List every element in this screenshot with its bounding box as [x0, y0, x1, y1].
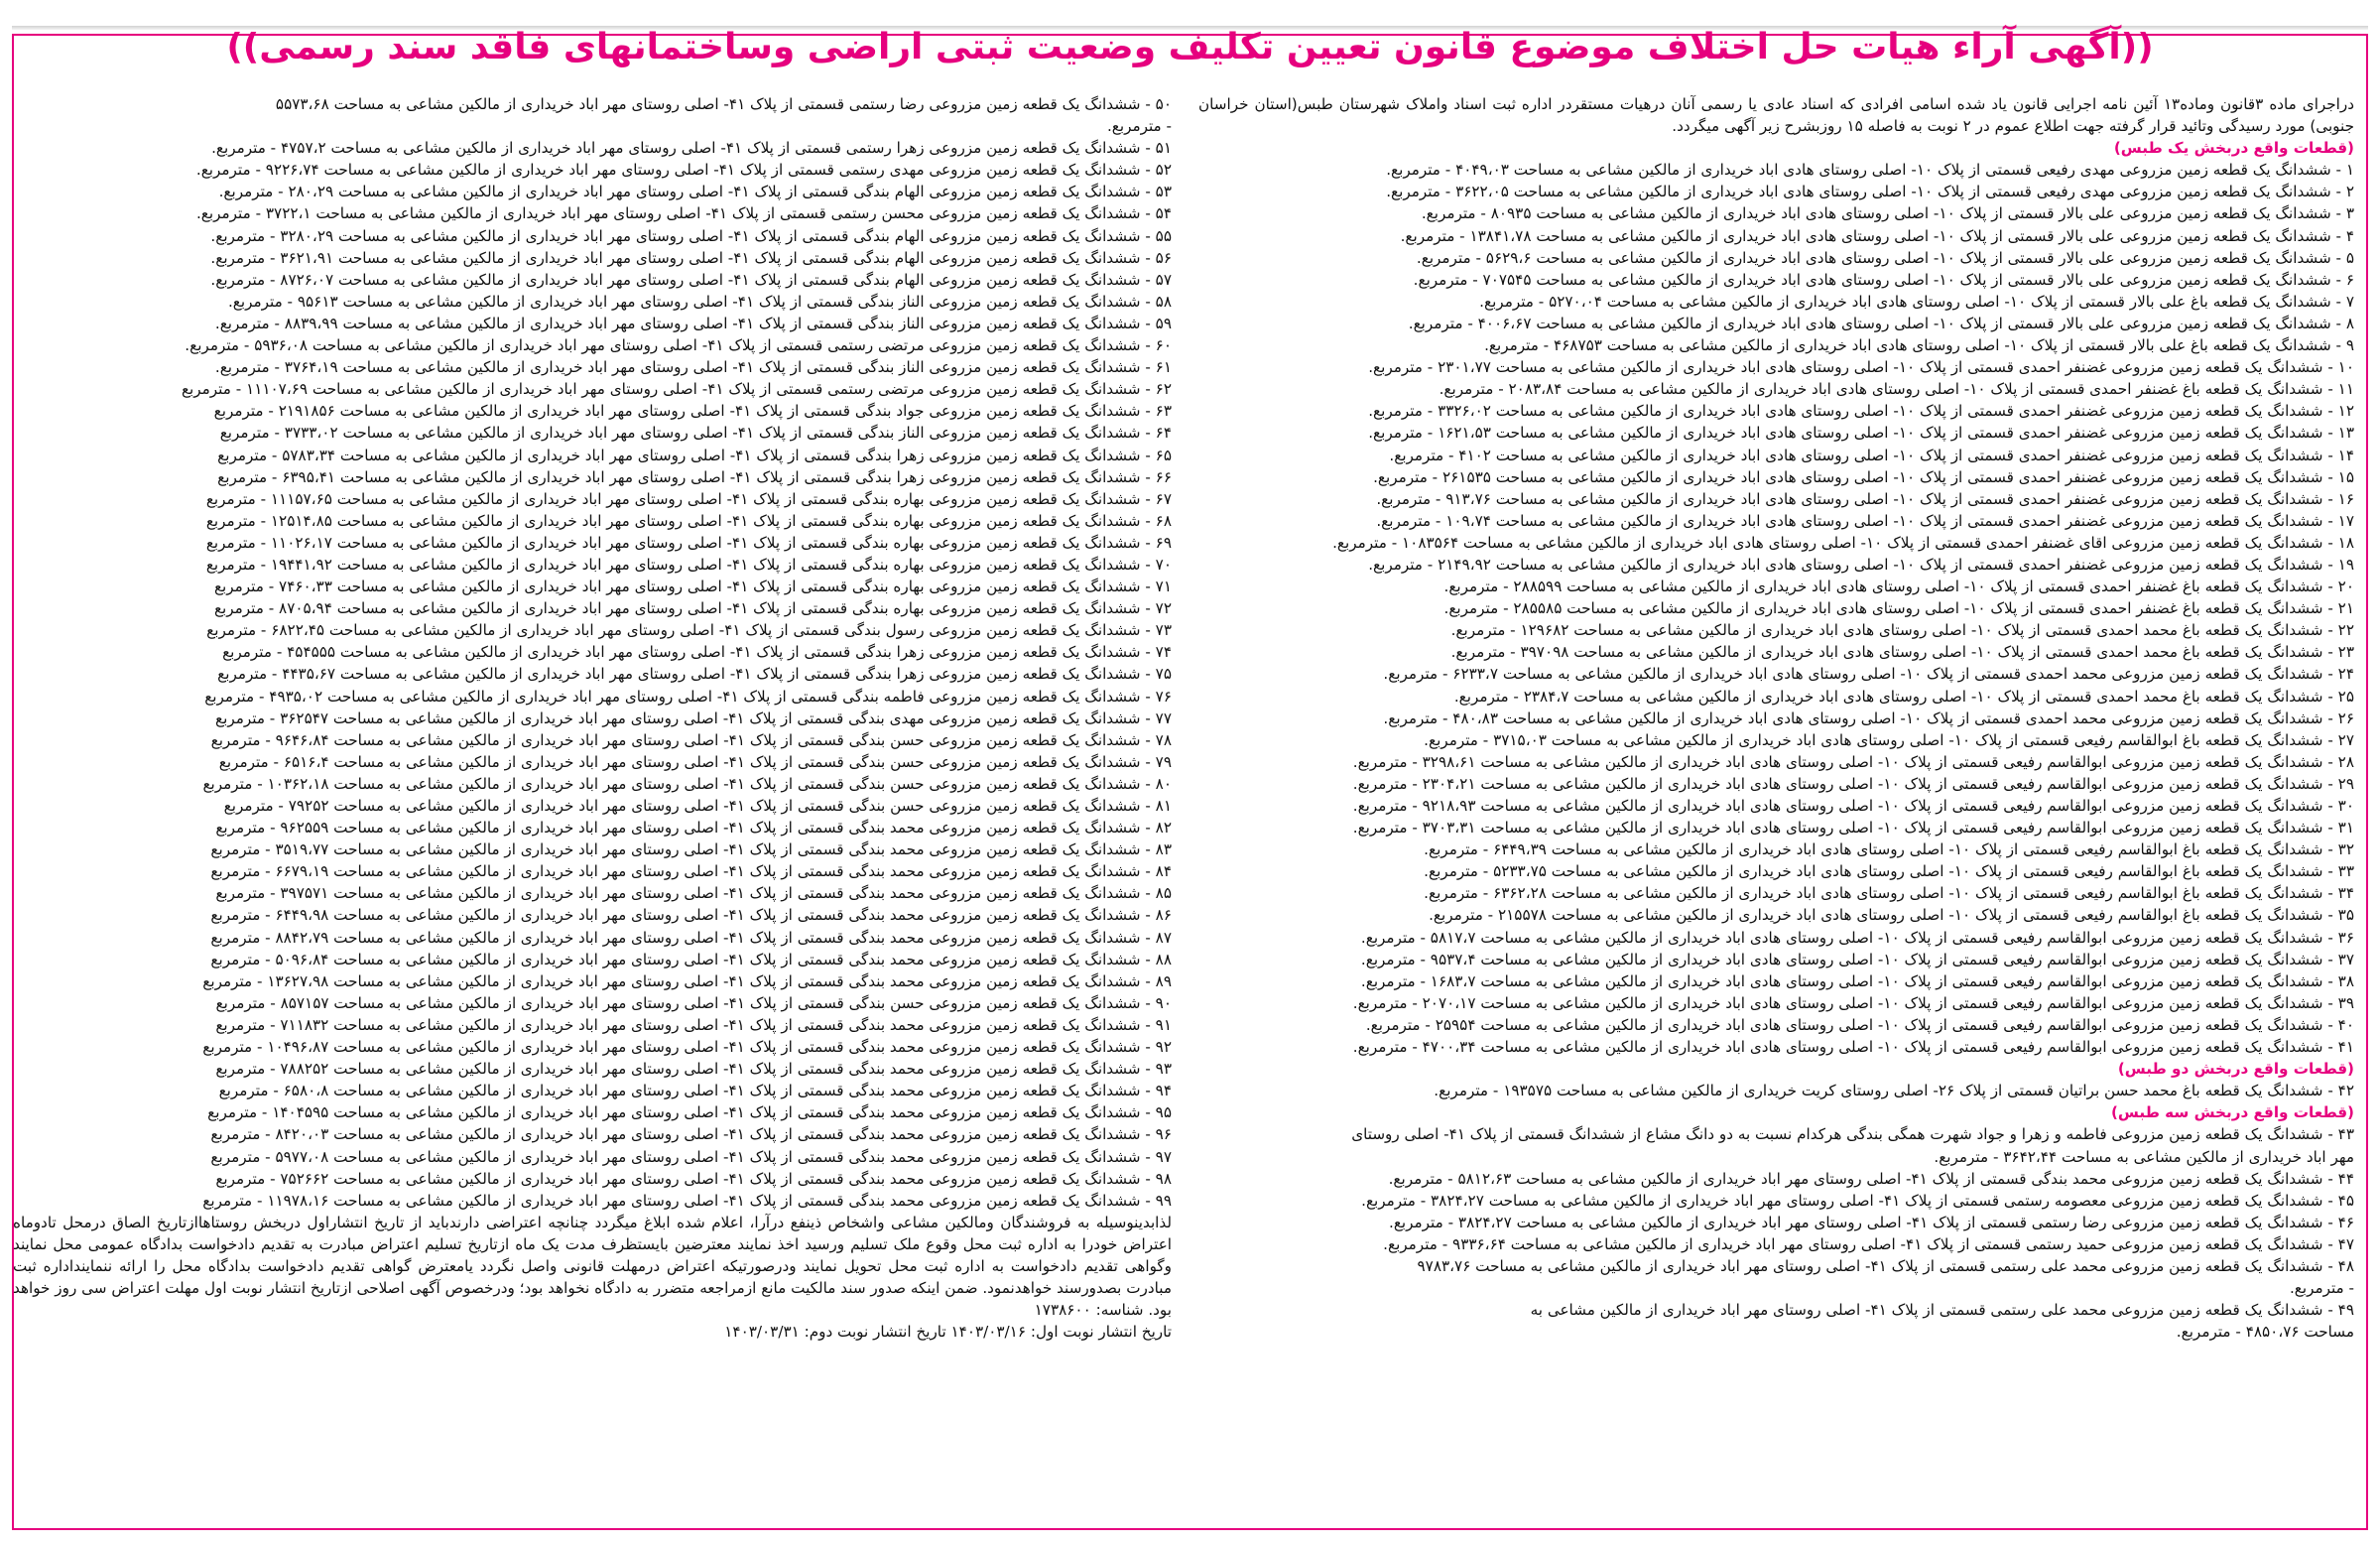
list-item: ۴۹ - ششدانگ یک قطعه زمین مزروعی محمد علی رستمی قسمتی از پلاک ۴۱- اصلی روستای مهر اباد خریداری از مالکین مشاعی به [1530, 1301, 2354, 1320]
list-item: ۵۱ - ششدانگ یک قطعه زمین مزروعی زهرا رستمی قسمتی از پلاک ۴۱- اصلی روستای مهر اباد خریداری از مالکین مشاعی به مساحت ۴۷۵۷،۲ - مترمربع. [211, 139, 1172, 158]
list-item: ۲۶ - ششدانگ یک قطعه زمین مزروعی محمد احمدی قسمتی از پلاک ۱۰- اصلی روستای هادی اباد خریداری از مالکین مشاعی به مساحت ۴۸۰،۸۳ - مترمربع. [1383, 709, 2354, 727]
list-item: ۸۰ - ششدانگ یک قطعه زمین مزروعی حسن بندگی قسمتی از پلاک ۴۱- اصلی روستای مهر اباد خریداری از مالکین مشاعی به مساحت ۱۰۳۶۲،۱۸ - مترمربع [202, 774, 1172, 793]
list-item: ۶۰ - ششدانگ یک قطعه زمین مزروعی مرتضی رستمی قسمتی از پلاک ۴۱- اصلی روستای مهر اباد خریداری از مالکین مشاعی به مساحت ۵۹۳۶،۰۸ - مترمربع. [185, 336, 1172, 355]
list-item: ۷۰ - ششدانگ یک قطعه زمین مزروعی بهاره بندگی قسمتی از پلاک ۴۱- اصلی روستای مهر اباد خریداری از مالکین مشاعی به مساحت ۱۹۴۴۱،۹۲ - مترمربع [205, 555, 1172, 574]
list-item: ۹۷ - ششدانگ یک قطعه زمین مزروعی محمد بندگی قسمتی از پلاک ۴۱- اصلی روستای مهر اباد خریداری از مالکین مشاعی به مساحت ۵۹۷۷،۰۸ - مترمربع [210, 1147, 1172, 1166]
list-item: ۴۷ - ششدانگ یک قطعه زمین مزروعی حمید رستمی قسمتی از پلاک ۴۱- اصلی روستای مهر اباد خریداری از مالکین مشاعی به مساحت ۹۳۳۶،۶۴ - مترمربع. [1383, 1234, 2354, 1253]
list-item: ۵ - ششدانگ یک قطعه زمین مزروعی علی بالار قسمتی از پلاک ۱۰- اصلی روستای هادی اباد خریداری از مالکین مشاعی به مساحت ۵۶۲۹،۶ - مترمربع. [1416, 248, 2354, 267]
list-item: ۳۰ - ششدانگ یک قطعه زمین مزروعی ابوالقاسم رفیعی قسمتی از پلاک ۱۰- اصلی روستای هادی اباد خریداری از مالکین مشاعی به مساحت ۹۲۱۸،۹۳ - مترمربع. [1352, 797, 2354, 815]
list-item: ۱۱ - ششدانگ یک قطعه باغ غضنفر احمدی قسمتی از پلاک ۱۰- اصلی روستای هادی اباد خریداری از مالکین مشاعی به مساحت ۲۰۸۳،۸۴ - مترمربع. [1439, 380, 2354, 399]
list-item: ۸۵ - ششدانگ یک قطعه زمین مزروعی محمد بندگی قسمتی از پلاک ۴۱- اصلی روستای مهر اباد خریداری از مالکین مشاعی به مساحت ۳۹۷۵۷۱ - مترمربع [215, 884, 1172, 903]
list-item: ۷۶ - ششدانگ یک قطعه زمین مزروعی فاطمه بندگی قسمتی از پلاک ۴۱- اصلی روستای مهر اباد خریداری از مالکین مشاعی به مساحت ۴۹۳۵،۰۲ - مترمربع [204, 687, 1172, 706]
list-item: ۷۸ - ششدانگ یک قطعه زمین مزروعی حسن بندگی قسمتی از پلاک ۴۱- اصلی روستای مهر اباد خریداری از مالکین مشاعی به مساحت ۹۶۴۶،۸۴ - مترمربع [210, 730, 1172, 749]
left-items-list [13, 93, 1172, 1212]
section-heading: (قطعات واقع دربخش دو طبس) [2117, 1060, 2354, 1079]
list-item: ۳ - ششدانگ یک قطعه زمین مزروعی علی بالار قسمتی از پلاک ۱۰- اصلی روستای هادی اباد خریداری از مالکین مشاعی به مساحت ۸۰۹۳۵ - مترمربع. [1421, 204, 2354, 223]
list-item: ۴۴ - ششدانگ یک قطعه زمین مزروعی محمد بندگی قسمتی از پلاک ۴۱- اصلی روستای مهر اباد خریداری از مالکین مشاعی به مساحت ۵۸۱۲،۶۳ - مترمربع. [1388, 1169, 2354, 1188]
list-item: ۳۵ - ششدانگ یک قطعه باغ ابوالقاسم رفیعی قسمتی از پلاک ۱۰- اصلی روستای هادی اباد خریداری از مالکین مشاعی به مساحت ۲۱۵۵۷۸ - مترمربع. [1429, 906, 2354, 925]
list-item: ۸۹ - ششدانگ یک قطعه زمین مزروعی محمد بندگی قسمتی از پلاک ۴۱- اصلی روستای مهر اباد خریداری از مالکین مشاعی به مساحت ۱۳۶۲۷،۹۸ - مترمربع [202, 971, 1172, 990]
list-item: ۶۵ - ششدانگ یک قطعه زمین مزروعی زهرا بندگی قسمتی از پلاک ۴۱- اصلی روستای مهر اباد خریداری از مالکین مشاعی به مساحت ۵۷۸۳،۳۴ - مترمربع [217, 446, 1172, 464]
list-item: ۱۶ - ششدانگ یک قطعه زمین مزروعی غضنفر احمدی قسمتی از پلاک ۱۰- اصلی روستای هادی اباد خریداری از مالکین مشاعی به مساحت ۹۱۳،۷۶ - مترمربع. [1376, 489, 2354, 508]
list-item: ۲۰ - ششدانگ یک قطعه باغ غضنفر احمدی قسمتی از پلاک ۱۰- اصلی روستای هادی اباد خریداری از مالکین مشاعی به مساحت ۲۸۸۵۹۹ - مترمربع. [1443, 578, 2354, 596]
list-item: ۲۴ - ششدانگ یک قطعه زمین مزروعی محمد احمدی قسمتی از پلاک ۱۰- اصلی روستای هادی اباد خریداری از مالکین مشاعی به مساحت ۶۲۳۳،۷ - مترمربع. [1383, 665, 2354, 684]
list-item: ۷۹ - ششدانگ یک قطعه زمین مزروعی حسن بندگی قسمتی از پلاک ۴۱- اصلی روستای مهر اباد خریداری از مالکین مشاعی به مساحت ۶۵۱۶،۴ - مترمربع [218, 752, 1172, 771]
list-item: ۶۴ - ششدانگ یک قطعه زمین مزروعی الناز بندگی قسمتی از پلاک ۴۱- اصلی روستای مهر اباد خریداری از مالکین مشاعی به مساحت ۳۷۳۳،۰۲ - مترمربع [219, 424, 1172, 443]
list-item: ۸ - ششدانگ یک قطعه زمین مزروعی علی بالار قسمتی از پلاک ۱۰- اصلی روستای هادی اباد خریداری از مالکین مشاعی به مساحت ۴۰۰۶،۶۷ - مترمربع. [1408, 314, 2354, 332]
list-item: ۴۶ - ششدانگ یک قطعه زمین مزروعی رضا رستمی قسمتی از پلاک ۴۱- اصلی روستای مهر اباد خریداری از مالکین مشاعی به مساحت ۳۸۲۴،۲۷ - مترمربع. [1389, 1213, 2354, 1231]
list-item: ۱۵ - ششدانگ یک قطعه زمین مزروعی غضنفر احمدی قسمتی از پلاک ۱۰- اصلی روستای هادی اباد خریداری از مالکین مشاعی به مساحت ۲۶۱۵۳۵ - مترمربع. [1373, 467, 2354, 486]
list-item: ۵۴ - ششدانگ یک قطعه زمین مزروعی محسن رستمی قسمتی از پلاک ۴۱- اصلی روستای مهر اباد خریداری از مالکین مشاعی به مساحت ۳۷۲۲،۱ - مترمربع. [195, 204, 1172, 223]
publication-dates: تاریخ انتشار نوبت اول: ۱۴۰۳/۰۳/۱۶ تاریخ انتشار نوبت دوم: ۱۴۰۳/۰۳/۳۱ [724, 1322, 1172, 1341]
section-heading: (قطعات واقع دربخش یک طبس) [2113, 139, 2354, 158]
list-item: ۵۲ - ششدانگ یک قطعه زمین مزروعی مهدی رستمی قسمتی از پلاک ۴۱- اصلی روستای مهر اباد خریداری از مالکین مشاعی به مساحت ۹۲۲۶،۷۴ - مترمربع. [195, 161, 1172, 180]
list-item: ۶۱ - ششدانگ یک قطعه زمین مزروعی الناز بندگی قسمتی از پلاک ۴۱- اصلی روستای مهر اباد خریداری از مالکین مشاعی به مساحت ۳۷۶۴،۱۹ - مترمربع. [214, 358, 1172, 377]
list-item: ۲۱ - ششدانگ یک قطعه باغ غضنفر احمدی قسمتی از پلاک ۱۰- اصلی روستای هادی اباد خریداری از مالکین مشاعی به مساحت ۲۸۵۵۸۵ - مترمربع. [1443, 599, 2354, 618]
list-item: ۸۸ - ششدانگ یک قطعه زمین مزروعی محمد بندگی قسمتی از پلاک ۴۱- اصلی روستای مهر اباد خریداری از مالکین مشاعی به مساحت ۵۰۹۶،۸۴ - مترمربع [210, 950, 1172, 968]
list-item: ۲۳ - ششدانگ یک قطعه باغ محمد احمدی قسمتی از پلاک ۱۰- اصلی روستای هادی اباد خریداری از مالکین مشاعی به مساحت ۳۹۷۰۹۸ - مترمربع. [1450, 643, 2354, 662]
list-item: ۴۰ - ششدانگ یک قطعه زمین مزروعی ابوالقاسم رفیعی قسمتی از پلاک ۱۰- اصلی روستای هادی اباد خریداری از مالکین مشاعی به مساحت ۲۵۹۵۴ - مترمربع. [1365, 1015, 2354, 1034]
list-item: ۲۲ - ششدانگ یک قطعه باغ محمد احمدی قسمتی از پلاک ۱۰- اصلی روستای هادی اباد خریداری از مالکین مشاعی به مساحت ۱۲۹۶۸۲ - مترمربع. [1450, 621, 2354, 640]
list-item: ۸۲ - ششدانگ یک قطعه زمین مزروعی محمد بندگی قسمتی از پلاک ۴۱- اصلی روستای مهر اباد خریداری از مالکین مشاعی به مساحت ۹۶۲۵۵۹ - مترمربع [215, 819, 1172, 837]
list-item: ۷۲ - ششدانگ یک قطعه زمین مزروعی بهاره بندگی قسمتی از پلاک ۴۱- اصلی روستای مهر اباد خریداری از مالکین مشاعی به مساحت ۸۷۰۵،۹۴ - مترمربع [213, 599, 1172, 618]
list-item: ۹۳ - ششدانگ یک قطعه زمین مزروعی محمد بندگی قسمتی از پلاک ۴۱- اصلی روستای مهر اباد خریداری از مالکین مشاعی به مساحت ۷۸۸۲۵۲ - مترمربع [215, 1060, 1172, 1079]
list-item: ۶ - ششدانگ یک قطعه زمین مزروعی علی بالار قسمتی از پلاک ۱۰- اصلی روستای هادی اباد خریداری از مالکین مشاعی به مساحت ۷۰۷۵۴۵ - مترمربع. [1413, 270, 2354, 289]
list-item: ۳۶ - ششدانگ یک قطعه زمین مزروعی ابوالقاسم رفیعی قسمتی از پلاک ۱۰- اصلی روستای هادی اباد خریداری از مالکین مشاعی به مساحت ۵۸۱۷،۷ - مترمربع. [1360, 928, 2354, 947]
list-item: ۸۴ - ششدانگ یک قطعه زمین مزروعی محمد بندگی قسمتی از پلاک ۴۱- اصلی روستای مهر اباد خریداری از مالکین مشاعی به مساحت ۶۶۷۹،۱۹ - مترمربع [210, 862, 1172, 881]
list-item: ۹۲ - ششدانگ یک قطعه زمین مزروعی محمد بندگی قسمتی از پلاک ۴۱- اصلی روستای مهر اباد خریداری از مالکین مشاعی به مساحت ۱۰۴۹۶،۸۷ - مترمربع [202, 1038, 1172, 1057]
list-item: ۸۷ - ششدانگ یک قطعه زمین مزروعی محمد بندگی قسمتی از پلاک ۴۱- اصلی روستای مهر اباد خریداری از مالکین مشاعی به مساحت ۸۸۴۲،۷۹ - مترمربع [210, 928, 1172, 947]
list-item: ۱۳ - ششدانگ یک قطعه زمین مزروعی غضنفر احمدی قسمتی از پلاک ۱۰- اصلی روستای هادی اباد خریداری از مالکین مشاعی به مساحت ۱۶۲۱،۵۳ - مترمربع. [1368, 424, 2354, 443]
list-item: ۹۶ - ششدانگ یک قطعه زمین مزروعی محمد بندگی قسمتی از پلاک ۴۱- اصلی روستای مهر اباد خریداری از مالکین مشاعی به مساحت ۸۴۲۰،۰۳ - مترمربع [210, 1125, 1172, 1144]
list-item: ۳۹ - ششدانگ یک قطعه زمین مزروعی ابوالقاسم رفیعی قسمتی از پلاک ۱۰- اصلی روستای هادی اباد خریداری از مالکین مشاعی به مساحت ۲۰۷۰،۱۷ - مترمربع. [1352, 993, 2354, 1012]
left-column [13, 93, 1172, 1343]
list-item: ۱۰ - ششدانگ یک قطعه زمین مزروعی غضنفر احمدی قسمتی از پلاک ۱۰- اصلی روستای هادی اباد خریداری از مالکین مشاعی به مساحت ۲۳۰۱،۷۷ - مترمربع. [1368, 358, 2354, 377]
list-item: ۲۵ - ششدانگ یک قطعه باغ محمد احمدی قسمتی از پلاک ۱۰- اصلی روستای هادی اباد خریداری از مالکین مشاعی به مساحت ۲۳۸۴،۷ - مترمربع. [1453, 687, 2354, 706]
list-item: ۴۲ - ششدانگ یک قطعه باغ محمد حسن براتیان قسمتی از پلاک ۲۶- اصلی روستای کریت خریداری از مالکین مشاعی به مساحت ۱۹۳۵۷۵ - مترمربع. [1434, 1082, 2354, 1100]
list-item: ۱۴ - ششدانگ یک قطعه زمین مزروعی غضنفر احمدی قسمتی از پلاک ۱۰- اصلی روستای هادی اباد خریداری از مالکین مشاعی به مساحت ۴۱۰۲ - مترمربع. [1389, 446, 2354, 464]
list-item: ۹۹ - ششدانگ یک قطعه زمین مزروعی محمد بندگی قسمتی از پلاک ۴۱- اصلی روستای مهر اباد خریداری از مالکین مشاعی به مساحت ۱۱۹۷۸،۱۶ - مترمربع [202, 1191, 1172, 1210]
list-item: ۶۸ - ششدانگ یک قطعه زمین مزروعی بهاره بندگی قسمتی از پلاک ۴۱- اصلی روستای مهر اباد خریداری از مالکین مشاعی به مساحت ۱۲۵۱۴،۸۵ - مترمربع [205, 511, 1172, 530]
list-item: مهر اباد خریداری از مالکین مشاعی به مساحت ۳۶۴۲،۴۴ - مترمربع. [1934, 1147, 2354, 1166]
list-item: ۲۸ - ششدانگ یک قطعه زمین مزروعی ابوالقاسم رفیعی قسمتی از پلاک ۱۰- اصلی روستای هادی اباد خریداری از مالکین مشاعی به مساحت ۳۲۹۸،۶۱ - مترمربع. [1352, 752, 2354, 771]
list-item: ۴۵ - ششدانگ یک قطعه زمین مزروعی معصومه رستمی قسمتی از پلاک ۴۱- اصلی روستای مهر اباد خریداری از مالکین مشاعی به مساحت ۳۸۲۴،۲۷ - مترمربع. [1361, 1191, 2354, 1210]
sections-list [1198, 137, 2354, 1343]
list-item: ۹۴ - ششدانگ یک قطعه زمین مزروعی محمد بندگی قسمتی از پلاک ۴۱- اصلی روستای مهر اباد خریداری از مالکین مشاعی به مساحت ۶۵۸۰،۸ - مترمربع [218, 1082, 1172, 1100]
list-item: - مترمربع. [1106, 117, 1172, 136]
right-column [1198, 93, 2354, 1343]
notice-title: ((آگهی آراء هیات حل اختلاف موضوع قانون تعیین تکلیف وضعیت ثبتی اراضی وساختمانهای فاقد سند رسمی)) [226, 27, 2154, 67]
list-item: ۴۳ - ششدانگ یک قطعه زمین مزروعی فاطمه و زهرا و جواد شهرت همگی بندگی هرکدام نسبت به دو دانگ مشاع از ششدانگ قسمتی از پلاک ۴۱- اصلی روستای [1351, 1125, 2354, 1144]
list-item: ۷ - ششدانگ یک قطعه باغ علی بالار قسمتی از پلاک ۱۰- اصلی روستای هادی اباد خریداری از مالکین مشاعی به مساحت ۵۲۷۰،۰۴ - مترمربع. [1479, 292, 2354, 311]
list-item: ۳۱ - ششدانگ یک قطعه زمین مزروعی ابوالقاسم رفیعی قسمتی از پلاک ۱۰- اصلی روستای هادی اباد خریداری از مالکین مشاعی به مساحت ۳۷۰۳،۳۱ - مترمربع. [1352, 819, 2354, 837]
list-item: ۸۶ - ششدانگ یک قطعه زمین مزروعی محمد بندگی قسمتی از پلاک ۴۱- اصلی روستای مهر اباد خریداری از مالکین مشاعی به مساحت ۶۴۴۹،۹۸ - مترمربع [210, 906, 1172, 925]
list-item: ۷۳ - ششدانگ یک قطعه زمین مزروعی رسول بندگی قسمتی از پلاک ۴۱- اصلی روستای مهر اباد خریداری از مالکین مشاعی به مساحت ۶۸۲۲،۴۵ - مترمربع [206, 621, 1172, 640]
list-item: ۹۸ - ششدانگ یک قطعه زمین مزروعی محمد بندگی قسمتی از پلاک ۴۱- اصلی روستای مهر اباد خریداری از مالکین مشاعی به مساحت ۷۵۲۶۶۲ - مترمربع [215, 1169, 1172, 1188]
list-item: ۱۷ - ششدانگ یک قطعه زمین مزروعی غضنفر احمدی قسمتی از پلاک ۱۰- اصلی روستای هادی اباد خریداری از مالکین مشاعی به مساحت ۱۰۹،۷۴ - مترمربع. [1376, 511, 2354, 530]
list-item: مساحت ۴۸۵۰،۷۶ - مترمربع. [2176, 1323, 2354, 1342]
list-item: ۵۵ - ششدانگ یک قطعه زمین مزروعی الهام بندگی قسمتی از پلاک ۴۱- اصلی روستای مهر اباد خریداری از مالکین مشاعی به مساحت ۳۲۸۰،۲۹ - مترمربع. [210, 226, 1172, 245]
list-item: ۳۷ - ششدانگ یک قطعه زمین مزروعی ابوالقاسم رفیعی قسمتی از پلاک ۱۰- اصلی روستای هادی اباد خریداری از مالکین مشاعی به مساحت ۹۵۳۷،۴ - مترمربع. [1360, 950, 2354, 968]
list-item: ۱۹ - ششدانگ یک قطعه زمین مزروعی غضنفر احمدی قسمتی از پلاک ۱۰- اصلی روستای هادی اباد خریداری از مالکین مشاعی به مساحت ۲۱۴۹،۹۲ - مترمربع. [1368, 555, 2354, 574]
list-item: ۶۲ - ششدانگ یک قطعه زمین مزروعی مرتضی رستمی قسمتی از پلاک ۴۱- اصلی روستای مهر اباد خریداری از مالکین مشاعی به مساحت ۱۱۱۰۷،۶۹ - مترمربع [181, 380, 1172, 399]
list-item: ۴۸ - ششدانگ یک قطعه زمین مزروعی محمد علی رستمی قسمتی از پلاک ۴۱- اصلی روستای مهر اباد خریداری از مالکین مشاعی به مساحت ۹۷۸۳،۷۶ [1417, 1256, 2354, 1275]
list-item: ۴ - ششدانگ یک قطعه زمین مزروعی علی بالار قسمتی از پلاک ۱۰- اصلی روستای هادی اباد خریداری از مالکین مشاعی به مساحت ۱۳۸۴۱،۷۸ - مترمربع. [1400, 226, 2354, 245]
list-item: ۳۳ - ششدانگ یک قطعه باغ ابوالقاسم رفیعی قسمتی از پلاک ۱۰- اصلی روستای هادی اباد خریداری از مالکین مشاعی به مساحت ۵۲۳۳،۷۵ - مترمربع. [1424, 862, 2354, 881]
list-item: ۵۶ - ششدانگ یک قطعه زمین مزروعی الهام بندگی قسمتی از پلاک ۴۱- اصلی روستای مهر اباد خریداری از مالکین مشاعی به مساحت ۳۶۲۱،۹۱ - مترمربع. [210, 248, 1172, 267]
list-item: ۲۹ - ششدانگ یک قطعه زمین مزروعی ابوالقاسم رفیعی قسمتی از پلاک ۱۰- اصلی روستای هادی اباد خریداری از مالکین مشاعی به مساحت ۲۳۰۴،۲۱ - مترمربع. [1352, 774, 2354, 793]
list-item: ۶۳ - ششدانگ یک قطعه زمین مزروعی جواد بندگی قسمتی از پلاک ۴۱- اصلی روستای مهر اباد خریداری از مالکین مشاعی به مساحت ۲۱۹۱۸۵۶ - مترمربع [213, 402, 1172, 421]
list-item: ۵۸ - ششدانگ یک قطعه زمین مزروعی الناز بندگی قسمتی از پلاک ۴۱- اصلی روستای مهر اباد خریداری از مالکین مشاعی به مساحت ۹۵۶۱۳ - مترمربع. [227, 292, 1172, 311]
list-item: ۷۷ - ششدانگ یک قطعه زمین مزروعی مهدی بندگی قسمتی از پلاک ۴۱- اصلی روستای مهر اباد خریداری از مالکین مشاعی به مساحت ۳۶۲۵۴۷ - مترمربع [215, 709, 1172, 727]
list-item: - مترمربع. [2289, 1279, 2354, 1298]
list-item: ۱۸ - ششدانگ یک قطعه زمین مزروعی اقای غضنفر احمدی قسمتی از پلاک ۱۰- اصلی روستای هادی اباد خریداری از مالکین مشاعی به مساحت ۱۰۸۳۵۶۴ - مترمربع. [1332, 533, 2354, 552]
list-item: ۷۵ - ششدانگ یک قطعه زمین مزروعی زهرا بندگی قسمتی از پلاک ۴۱- اصلی روستای مهر اباد خریداری از مالکین مشاعی به مساحت ۴۴۳۵،۶۷ - مترمربع [217, 665, 1172, 684]
list-item: ۵۷ - ششدانگ یک قطعه زمین مزروعی الهام بندگی قسمتی از پلاک ۴۱- اصلی روستای مهر اباد خریداری از مالکین مشاعی به مساحت ۸۷۲۶،۰۷ - مترمربع. [210, 270, 1172, 289]
closing-paragraph: لذابدینوسیله به فروشندگان ومالکین مشاعی واشخاص ذینفع درآرا، اعلام شده ابلاغ میگردد چنانچه اعتراضی دارندباید از تاریخ انتشاراول دربخش روستاهاازتاریخ الصاق درمحل تادوماه اعتراض خودرا به اداره ثبت محل وقوع ملک تسلیم ورسید اخذ نمایند معترضین بایستظرف مدت یک ماه ازتاریخ تسلیم اعتراض مبادرت به تقدیم دادخواست بدادگاه عمومی محل نمایند وگواهی تقدیم دادخواست به اداره ثبت محل تحویل نمایند ودرصورتیکه اعتراض درمهلت قانونی واصل نگردد یامعترض گواهی تقدیم دادخواست بدادگاه محل را ارائه ننماینداداره ثبت مبادرت بصدورسند خواهدنمود. ضمن اینکه صدور سند مالکیت مانع ازمراجعه متضرر به دادگاه نخواهد بود؛ ودرخصوص آگهی اصلاحی ازتاریخ انتشار نوبت اول مهلت اعتراض سی روز خواهد بود. شناسه: ۱۷۳۸۶۰۰ [13, 1213, 1172, 1319]
list-item: ۳۴ - ششدانگ یک قطعه باغ ابوالقاسم رفیعی قسمتی از پلاک ۱۰- اصلی روستای هادی اباد خریداری از مالکین مشاعی به مساحت ۶۳۶۲،۲۸ - مترمربع. [1424, 884, 2354, 903]
intro-paragraph: دراجرای ماده ۳قانون وماده۱۳ آئین نامه اجرایی قانون یاد شده اسامی افرادی که اسناد عادی یا رسمی آنان درهیات مستقردر اداره ثبت اسناد واملاک شهرستان طبس(استان خراسان جنوبی) مورد رسیدگی وتائید قرار گرفته جهت اطلاع عموم در ۲ نوبت به فاصله ۱۵ روزبشرح زیر آگهی میگردد. [1198, 95, 2354, 136]
list-item: ۵۳ - ششدانگ یک قطعه زمین مزروعی الهام بندگی قسمتی از پلاک ۴۱- اصلی روستای مهر اباد خریداری از مالکین مشاعی به مساحت ۲۸۰،۲۹ - مترمربع. [218, 183, 1172, 201]
list-item: ۹۱ - ششدانگ یک قطعه زمین مزروعی محمد بندگی قسمتی از پلاک ۴۱- اصلی روستای مهر اباد خریداری از مالکین مشاعی به مساحت ۷۱۱۸۳۲ - مترمربع [215, 1015, 1172, 1034]
list-item: ۳۸ - ششدانگ یک قطعه زمین مزروعی ابوالقاسم رفیعی قسمتی از پلاک ۱۰- اصلی روستای هادی اباد خریداری از مالکین مشاعی به مساحت ۱۶۸۳،۷ - مترمربع. [1360, 971, 2354, 990]
list-item: ۵۹ - ششدانگ یک قطعه زمین مزروعی الناز بندگی قسمتی از پلاک ۴۱- اصلی روستای مهر اباد خریداری از مالکین مشاعی به مساحت ۸۸۳۹،۹۹ - مترمربع. [214, 314, 1172, 332]
list-item: ۲۷ - ششدانگ یک قطعه باغ ابوالقاسم رفیعی قسمتی از پلاک ۱۰- اصلی روستای هادی اباد خریداری از مالکین مشاعی به مساحت ۳۷۱۵،۰۳ - مترمربع. [1424, 730, 2354, 749]
list-item: ۸۱ - ششدانگ یک قطعه زمین مزروعی حسن بندگی قسمتی از پلاک ۴۱- اصلی روستای مهر اباد خریداری از مالکین مشاعی به مساحت ۷۹۲۵۲ - مترمربع [223, 797, 1172, 815]
list-item: ۲ - ششدانگ یک قطعه زمین مزروعی مهدی رفیعی قسمتی از پلاک ۱۰- اصلی روستای هادی اباد خریداری از مالکین مشاعی به مساحت ۳۶۲۲،۰۵ - مترمربع. [1386, 183, 2354, 201]
list-item: ۱ - ششدانگ یک قطعه زمین مزروعی مهدی رفیعی قسمتی از پلاک ۱۰- اصلی روستای هادی اباد خریداری از مالکین مشاعی به مساحت ۴۰۴۹،۰۳ - مترمربع. [1386, 161, 2354, 180]
list-item: ۶۹ - ششدانگ یک قطعه زمین مزروعی بهاره بندگی قسمتی از پلاک ۴۱- اصلی روستای مهر اباد خریداری از مالکین مشاعی به مساحت ۱۱۰۲۶،۱۷ - مترمربع [205, 533, 1172, 552]
list-item: ۷۴ - ششدانگ یک قطعه زمین مزروعی زهرا بندگی قسمتی از پلاک ۴۱- اصلی روستای مهر اباد خریداری از مالکین مشاعی به مساحت ۴۵۴۵۵۵ - مترمربع [222, 643, 1172, 662]
list-item: ۶۷ - ششدانگ یک قطعه زمین مزروعی بهاره بندگی قسمتی از پلاک ۴۱- اصلی روستای مهر اباد خریداری از مالکین مشاعی به مساحت ۱۱۱۵۷،۶۵ - مترمربع [205, 489, 1172, 508]
list-item: ۸۳ - ششدانگ یک قطعه زمین مزروعی محمد بندگی قسمتی از پلاک ۴۱- اصلی روستای مهر اباد خریداری از مالکین مشاعی به مساحت ۳۵۱۹،۷۷ - مترمربع [210, 840, 1172, 859]
list-item: ۹۵ - ششدانگ یک قطعه زمین مزروعی محمد بندگی قسمتی از پلاک ۴۱- اصلی روستای مهر اباد خریداری از مالکین مشاعی به مساحت ۱۴۰۴۵۹۵ - مترمربع [207, 1103, 1172, 1122]
list-item: ۹۰ - ششدانگ یک قطعه زمین مزروعی حسن بندگی قسمتی از پلاک ۴۱- اصلی روستای مهر اباد خریداری از مالکین مشاعی به مساحت ۸۵۷۱۵۷ - مترمربع [215, 993, 1172, 1012]
list-item: ۹ - ششدانگ یک قطعه باغ علی بالار قسمتی از پلاک ۱۰- اصلی روستای هادی اباد خریداری از مالکین مشاعی به مساحت ۴۶۸۷۵۳ - مترمربع. [1484, 336, 2354, 355]
list-item: ۶۶ - ششدانگ یک قطعه زمین مزروعی زهرا بندگی قسمتی از پلاک ۴۱- اصلی روستای مهر اباد خریداری از مالکین مشاعی به مساحت ۶۳۹۵،۴۱ - مترمربع [217, 467, 1172, 486]
list-item: ۷۱ - ششدانگ یک قطعه زمین مزروعی بهاره بندگی قسمتی از پلاک ۴۱- اصلی روستای مهر اباد خریداری از مالکین مشاعی به مساحت ۷۴۶۰،۳۳ - مترمربع [213, 578, 1172, 596]
list-item: ۴۱ - ششدانگ یک قطعه زمین مزروعی ابوالقاسم رفیعی قسمتی از پلاک ۱۰- اصلی روستای هادی اباد خریداری از مالکین مشاعی به مساحت ۴۷۰۰،۳۴ - مترمربع. [1352, 1038, 2354, 1057]
list-item: ۵۰ - ششدانگ یک قطعه زمین مزروعی رضا رستمی قسمتی از پلاک ۴۱- اصلی روستای مهر اباد خریداری از مالکین مشاعی به مساحت ۵۵۷۳،۶۸ [275, 95, 1172, 113]
list-item: ۱۲ - ششدانگ یک قطعه زمین مزروعی غضنفر احمدی قسمتی از پلاک ۱۰- اصلی روستای هادی اباد خریداری از مالکین مشاعی به مساحت ۳۳۲۶،۰۲ - مترمربع. [1368, 402, 2354, 421]
list-item: ۳۲ - ششدانگ یک قطعه باغ ابوالقاسم رفیعی قسمتی از پلاک ۱۰- اصلی روستای هادی اباد خریداری از مالکین مشاعی به مساحت ۶۴۴۹،۳۹ - مترمربع. [1424, 840, 2354, 859]
section-heading: (قطعات واقع دربخش سه طبس) [2110, 1103, 2354, 1122]
